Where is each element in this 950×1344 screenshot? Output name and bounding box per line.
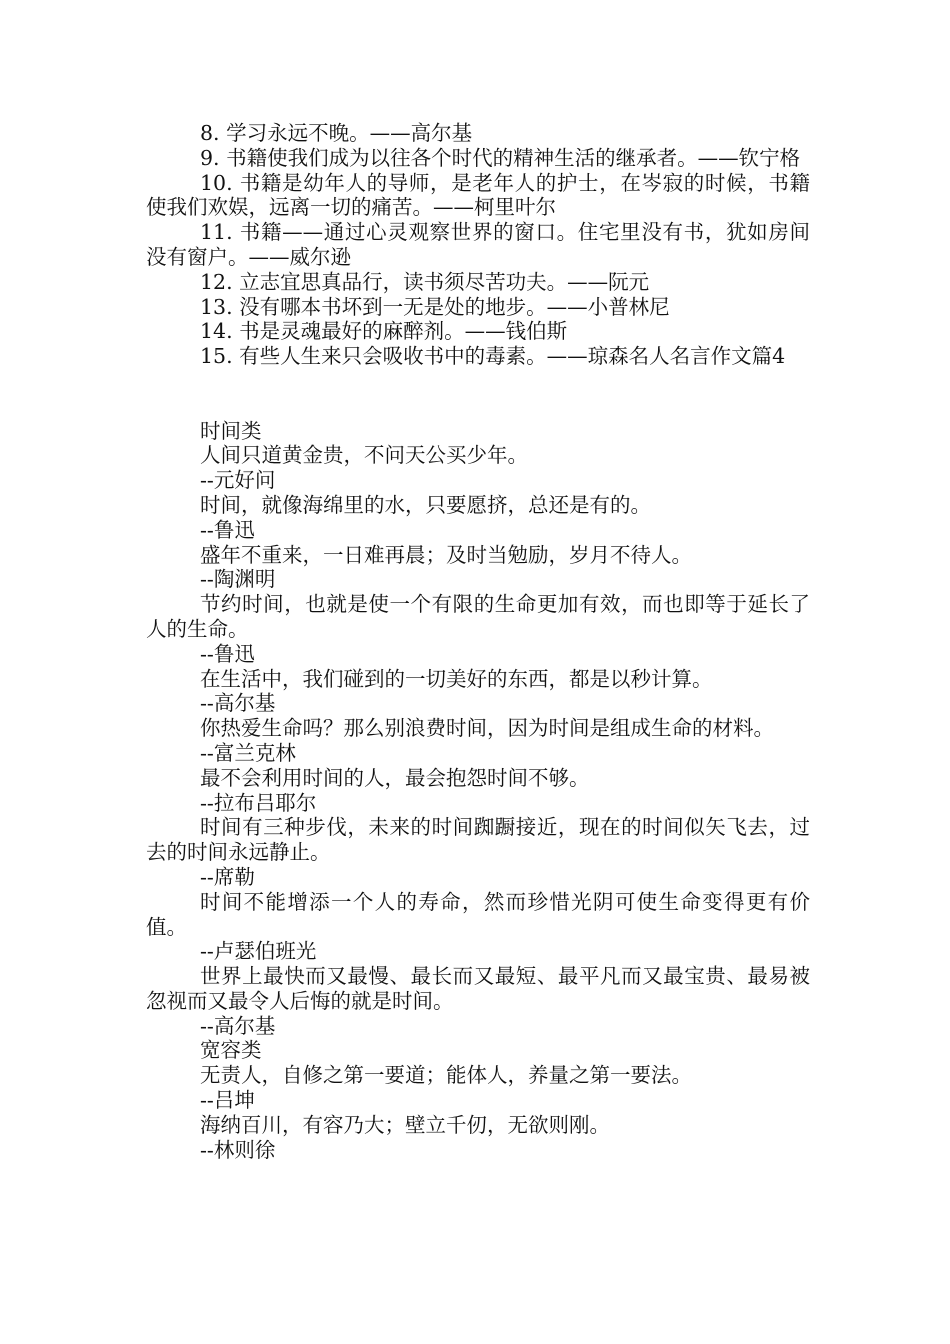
section-heading: 宽容类: [200, 1038, 262, 1063]
quote-text: 时间，就像海绵里的水，只要愿挤，总还是有的。: [200, 492, 651, 517]
quote-author: --元好问: [200, 468, 276, 493]
numbered-quote: 12. 立志宜思真品行，读书须尽苦功夫。——阮元: [200, 269, 650, 294]
quote-author: --高尔基: [200, 691, 276, 716]
quote-author: --吕坤: [200, 1088, 255, 1113]
numbered-quote: 9. 书籍使我们成为以往各个时代的精神生活的继承者。——钦宁格: [200, 145, 801, 170]
quote-text: 无责人，自修之第一要道；能体人，养量之第一要法。: [200, 1063, 692, 1088]
quote-author: --鲁迅: [200, 641, 255, 666]
quote-text: 节约时间，也就是使一个有限的生命更加有效，而也即等于延长了人的生命。: [146, 592, 810, 641]
numbered-quote-list: [146, 121, 810, 369]
quote-author: --拉布吕耶尔: [200, 790, 317, 815]
quote-author: --林则徐: [200, 1137, 276, 1162]
section-time: [146, 419, 810, 1039]
quote-text: 世界上最快而又最慢、最长而又最短、最平凡而又最宝贵、最易被忽视而又最令人后悔的就是时间。: [146, 964, 810, 1013]
numbered-quote: 14. 书是灵魂最好的麻醉剂。——钱伯斯: [200, 319, 568, 344]
quote-text: 你热爱生命吗？那么别浪费时间，因为时间是组成生命的材料。: [200, 716, 774, 741]
quote-text: 人间只道黄金贵，不问天公买少年。: [200, 443, 528, 468]
quote-author: --鲁迅: [200, 517, 255, 542]
quote-text: 时间有三种步伐，未来的时间踟蹰接近，现在的时间似矢飞去，过去的时间永远静止。: [146, 815, 810, 865]
quote-text: 盛年不重来，一日难再晨；及时当勉励，岁月不待人。: [200, 542, 692, 567]
numbered-quote: 11. 书籍——通过心灵观察世界的窗口。住宅里没有书，犹如房间没有窗户。——威尔逊: [146, 220, 810, 269]
document-page: [146, 121, 810, 1162]
quote-author: --高尔基: [200, 1013, 276, 1038]
section-heading: 时间类: [200, 418, 262, 443]
numbered-quote: 10. 书籍是幼年人的导师，是老年人的护士，在岑寂的时候，书籍使我们欢娱，远离一切的痛苦。——柯里叶尔: [146, 170, 810, 220]
quote-author: --富兰克林: [200, 740, 296, 765]
quote-text: 时间不能增添一个人的寿命，然而珍惜光阴可使生命变得更有价值。: [146, 889, 810, 939]
numbered-quote: 8. 学习永远不晚。——高尔基: [200, 121, 473, 145]
numbered-quote: 15. 有些人生来只会吸收书中的毒素。——琼森名人名言作文篇4: [200, 344, 786, 369]
section-tolerance: [146, 1038, 810, 1162]
numbered-quote: 13. 没有哪本书坏到一无是处的地步。——小普林尼: [200, 294, 670, 319]
quote-author: --卢瑟伯班光: [200, 939, 317, 964]
blank-space: [146, 369, 810, 419]
quote-author: --陶渊明: [200, 567, 276, 592]
quote-text: 最不会利用时间的人，最会抱怨时间不够。: [200, 765, 590, 790]
quote-author: --席勒: [200, 864, 255, 889]
quote-text: 在生活中，我们碰到的一切美好的东西，都是以秒计算。: [200, 666, 713, 691]
quote-text: 海纳百川，有容乃大；壁立千仞，无欲则刚。: [200, 1112, 610, 1137]
